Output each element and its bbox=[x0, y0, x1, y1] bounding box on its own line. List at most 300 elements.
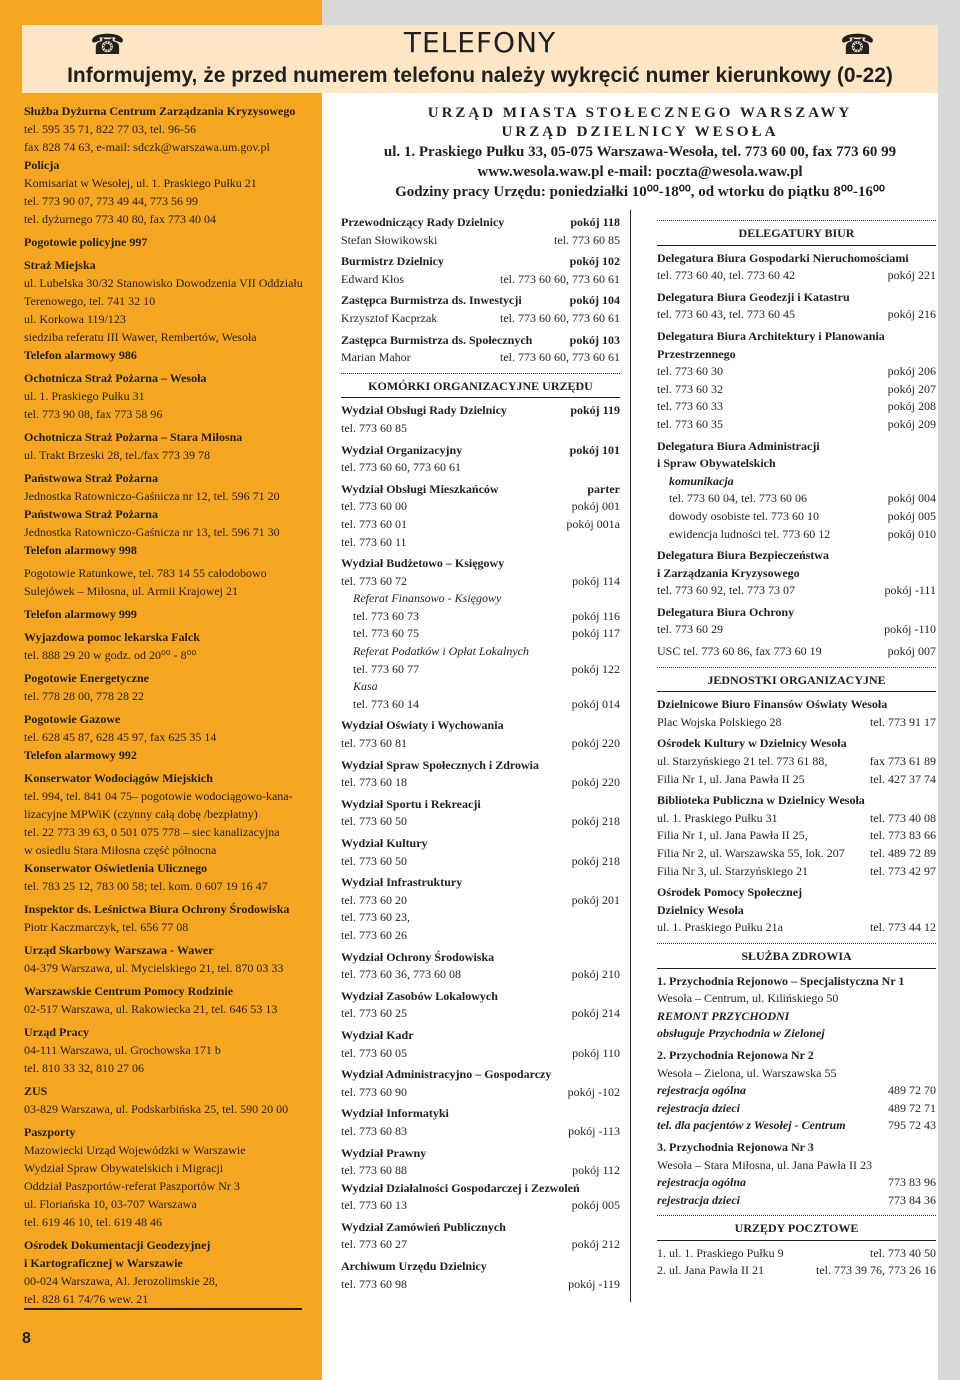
contact-detail: tel. 828 61 74/76 wew. 21 bbox=[24, 1292, 149, 1306]
entry-row bbox=[341, 949, 620, 967]
contact-heading: Telefon alarmowy 992 bbox=[24, 748, 137, 762]
contact-detail: tel. 773 90 08, fax 773 58 96 bbox=[24, 407, 163, 421]
entry-label: Biblioteka Publiczna w Dzielnicy Wesoła bbox=[657, 793, 865, 808]
entry-row bbox=[657, 604, 936, 622]
contact-heading: Urząd Pracy bbox=[24, 1025, 89, 1039]
entry-label: Wesoła – Centrum, ul. Kilińskiego 50 bbox=[657, 991, 839, 1006]
entry-row bbox=[341, 813, 620, 831]
entry-row bbox=[657, 398, 936, 416]
contact-detail: siedziba referatu III Wawer, Rembertów, Wesoła bbox=[24, 330, 257, 344]
entry-value: pokój 104 bbox=[569, 293, 620, 308]
entry-row bbox=[341, 853, 620, 871]
entry-label: ul. 1. Praskiego Pułku 31 bbox=[657, 810, 778, 825]
entry-value: tel. 773 40 50 bbox=[870, 1245, 936, 1260]
entry-label: tel. 773 60 90 bbox=[341, 1084, 407, 1099]
entry-label: Ośrodek Kultury w Dzielnicy Wesoła bbox=[657, 736, 847, 751]
entry-label: tel. 773 60 04, tel. 773 60 06 bbox=[669, 491, 807, 506]
contact-heading: Wyjazdowa pomoc lekarska Falck bbox=[24, 630, 200, 644]
entry-label: Stefan Słowikowski bbox=[341, 232, 438, 247]
entry-value: pokój 110 bbox=[572, 1045, 620, 1060]
entry-value: 773 84 36 bbox=[888, 1192, 936, 1207]
contact-heading: Telefon alarmowy 986 bbox=[24, 348, 137, 362]
entry-value: pokój 207 bbox=[887, 381, 936, 396]
entry-row bbox=[341, 1105, 620, 1123]
entry-value: tel. 773 40 08 bbox=[870, 810, 936, 825]
entry-label: tel. 773 60 81 bbox=[341, 736, 407, 751]
entry-value: pokój 214 bbox=[571, 1006, 620, 1021]
entry-row bbox=[657, 643, 936, 661]
contact-detail: ul. Korkowa 119/123 bbox=[24, 312, 126, 326]
entry-label: tel. 773 60 92, tel. 773 73 07 bbox=[657, 583, 795, 598]
entry-row bbox=[341, 310, 620, 328]
entry-value: pokój 122 bbox=[571, 661, 620, 676]
entry-row bbox=[657, 990, 936, 1008]
entry-value: pokój 005 bbox=[887, 508, 936, 523]
entry-row bbox=[341, 1045, 620, 1063]
entry-label: Wydział Działalności Gospodarczej i Zezwoleń bbox=[341, 1180, 580, 1195]
entry-label: Marian Mahor bbox=[341, 350, 411, 365]
entry-row bbox=[341, 349, 620, 367]
entry-label: Ośrodek Pomocy Społecznej bbox=[657, 885, 803, 900]
entry-label: Wesoła – Zielona, ul. Warszawska 55 bbox=[657, 1065, 837, 1080]
entry-value: pokój 112 bbox=[572, 1163, 620, 1178]
section-heading: URZĘDY POCZTOWE bbox=[657, 1215, 936, 1241]
entry-row bbox=[341, 516, 620, 534]
contact-heading: Warszawskie Centrum Pomocy Rodzinie bbox=[24, 984, 233, 998]
entry-row bbox=[657, 1192, 936, 1210]
contact-detail: tel. 888 29 20 w godz. od 20⁰⁰ - 8⁰⁰ bbox=[24, 648, 197, 662]
entry-label: tel. 773 60 23, bbox=[341, 910, 410, 925]
contact-heading: Pogotowie Gazowe bbox=[24, 712, 121, 726]
entry-label: rejestracja ogólna bbox=[657, 1083, 746, 1098]
entry-label: Delegatura Biura Bezpieczeństwa bbox=[657, 548, 829, 563]
entry-label: tel. 773 60 32 bbox=[657, 381, 723, 396]
entry-label: Zastępca Burmistrza ds. Inwestycji bbox=[341, 293, 522, 308]
entry-label: i Zarządzania Kryzysowego bbox=[657, 565, 800, 580]
entry-value: pokój 119 bbox=[570, 403, 620, 418]
entry-label: tel. 773 60 18 bbox=[341, 775, 407, 790]
entry-row bbox=[657, 438, 936, 456]
contact-detail: ul. 1. Praskiego Pułku 31 bbox=[24, 389, 145, 403]
entry-label: tel. 773 60 27 bbox=[341, 1237, 407, 1252]
contact-detail: Terenowego, tel. 741 32 10 bbox=[24, 294, 156, 308]
contact-heading: i Kartograficznej w Warszawie bbox=[24, 1256, 183, 1270]
entry-row bbox=[341, 717, 620, 735]
entry-row bbox=[341, 459, 620, 477]
contact-detail: Pogotowie Ratunkowe, tel. 783 14 55 całodobowo bbox=[24, 566, 267, 580]
contact-heading: Telefon alarmowy 998 bbox=[24, 543, 137, 557]
contact-detail: tel. dyżurnego 773 40 80, fax 773 40 04 bbox=[24, 212, 216, 226]
office-web-email: www.wesola.waw.pl e-mail: poczta@wesola.waw.pl bbox=[477, 164, 803, 180]
contact-heading: Państwowa Straż Pożarna bbox=[24, 471, 158, 485]
entry-label: rejestracja dzieci bbox=[657, 1100, 740, 1115]
entry-label: tel. 773 60 36, 773 60 08 bbox=[341, 967, 461, 982]
contact-detail: tel. 619 46 10, tel. 619 48 46 bbox=[24, 1215, 162, 1229]
entry-value: pokój 001a bbox=[566, 516, 620, 531]
entry-label: Wydział Zasobów Lokalowych bbox=[341, 988, 498, 1003]
entry-label: Edward Kłos bbox=[341, 271, 404, 286]
entry-row bbox=[657, 455, 936, 473]
contact-detail: Wydział Spraw Obywatelskich i Migracji bbox=[24, 1161, 224, 1175]
entry-row bbox=[657, 1245, 936, 1263]
contact-detail: 04-379 Warszawa, ul. Mycielskiego 21, tel. 870 03 33 bbox=[24, 961, 284, 975]
contact-detail: tel. 778 28 00, 778 28 22 bbox=[24, 689, 144, 703]
entry-value: tel. 489 72 89 bbox=[870, 846, 936, 860]
entry-label: Przestrzennego bbox=[657, 346, 736, 361]
entry-label: Filia Nr 2, ul. Warszawska 55, lok. 207 bbox=[657, 846, 845, 860]
entry-label: Delegatura Biura Administracji bbox=[657, 438, 820, 453]
contact-heading: Policja bbox=[24, 158, 60, 172]
entry-value: pokój 010 bbox=[887, 526, 936, 541]
entry-row bbox=[341, 796, 620, 814]
entry-label: Wydział Informatyki bbox=[341, 1106, 449, 1121]
entry-label: rejestracja ogólna bbox=[657, 1175, 746, 1190]
entry-row bbox=[341, 498, 620, 516]
page-title: TELEFONY bbox=[403, 26, 557, 59]
delegations-units-list bbox=[657, 214, 936, 1280]
office-name-district: URZĄD DZIELNICY WESOŁA bbox=[501, 124, 779, 140]
entry-row bbox=[341, 1197, 620, 1215]
entry-row bbox=[657, 328, 936, 346]
entry-row bbox=[657, 1065, 936, 1083]
entry-label: tel. 773 60 26 bbox=[341, 927, 407, 942]
contact-heading: ZUS bbox=[24, 1084, 48, 1098]
entry-label: Referat Finansowo - Księgowy bbox=[353, 591, 502, 606]
entry-value: pokój 014 bbox=[571, 696, 620, 711]
entry-row bbox=[657, 735, 936, 753]
entry-value: tel. 773 60 60, 773 60 61 bbox=[500, 310, 620, 325]
entry-label: Delegatura Biura Geodezji i Katastru bbox=[657, 289, 850, 304]
left-divider bbox=[24, 1308, 302, 1310]
phone-icon: ☎ bbox=[90, 28, 125, 61]
entry-label: tel. 773 60 30 bbox=[657, 364, 723, 379]
entry-row bbox=[657, 827, 936, 845]
entry-row bbox=[341, 1276, 620, 1294]
entry-value: pokój 117 bbox=[572, 626, 620, 641]
contact-detail: 00-024 Warszawa, Al. Jerozolimskie 28, bbox=[24, 1274, 218, 1288]
entry-row bbox=[341, 1219, 620, 1237]
entry-label: Wydział Infrastruktury bbox=[341, 875, 463, 890]
entry-row bbox=[657, 1025, 936, 1043]
entry-row bbox=[341, 927, 620, 945]
contact-detail: tel. 595 35 71, 822 77 03, tel. 96-56 bbox=[24, 122, 196, 136]
entry-value: pokój 206 bbox=[887, 364, 936, 379]
entry-row bbox=[341, 1162, 620, 1180]
entry-label: tel. 773 60 14 bbox=[353, 696, 419, 711]
entry-label: 1. Przychodnia Rejonowo – Specjalistyczna Nr 1 bbox=[657, 973, 905, 988]
entry-label: tel. dla pacjentów z Wesołej - Centrum bbox=[657, 1118, 846, 1133]
entry-value: pokój -119 bbox=[568, 1276, 620, 1291]
entry-value: pokój 005 bbox=[571, 1198, 620, 1213]
entry-label: Dzielnicy Wesoła bbox=[657, 902, 744, 917]
entry-label: tel. 773 60 85 bbox=[341, 420, 407, 435]
entry-value: tel. 773 60 85 bbox=[554, 232, 620, 247]
entry-label: Krzysztof Kacprzak bbox=[341, 310, 438, 325]
contact-heading: Służba Dyżurna Centrum Zarządzania Kryzysowego bbox=[24, 104, 296, 118]
entry-row bbox=[657, 289, 936, 307]
section-heading: KOMÓRKI ORGANIZACYJNE URZĘDU bbox=[341, 373, 620, 399]
entry-row bbox=[341, 332, 620, 350]
entry-label: tel. 773 60 83 bbox=[341, 1123, 407, 1138]
entry-row bbox=[341, 892, 620, 910]
entry-row bbox=[341, 909, 620, 927]
entry-label: rejestracja dzieci bbox=[657, 1192, 740, 1207]
contact-detail: tel. 22 773 39 63, 0 501 075 778 – siec kanalizacyjna bbox=[24, 825, 280, 839]
entry-row bbox=[341, 874, 620, 892]
entry-label: tel. 773 60 25 bbox=[341, 1006, 407, 1021]
entry-label: tel. 773 60 98 bbox=[341, 1276, 407, 1291]
entry-label: tel. 773 60 43, tel. 773 60 45 bbox=[657, 307, 795, 322]
contact-heading: Pogotowie policyjne 997 bbox=[24, 235, 148, 249]
entry-value: pokój 101 bbox=[569, 442, 620, 457]
entry-value: pokój 007 bbox=[887, 644, 936, 659]
entry-row bbox=[657, 714, 936, 732]
contact-heading: Telefon alarmowy 999 bbox=[24, 607, 137, 621]
entry-label: tel. 773 60 11 bbox=[341, 534, 407, 549]
contact-detail: fax 828 74 63, e-mail: sdczk@warszawa.um.gov.pl bbox=[24, 140, 270, 154]
entry-value: pokój 201 bbox=[571, 892, 620, 907]
entry-row bbox=[341, 1123, 620, 1141]
contact-detail: 02-517 Warszawa, ul. Rakowiecka 21, tel. 646 53 13 bbox=[24, 1002, 278, 1016]
entry-label: 1. ul. 1. Praskiego Pułku 9 bbox=[657, 1245, 784, 1260]
entry-value: pokój -111 bbox=[884, 583, 936, 598]
entry-label: Archiwum Urzędu Dzielnicy bbox=[341, 1259, 487, 1274]
contact-detail: tel. 994, tel. 841 04 75– pogotowie wodociągowo-kana- bbox=[24, 789, 293, 803]
page-subtitle: Informujemy, że przed numerem telefonu należy wykręcić numer kierunkowy (0-22) bbox=[67, 64, 893, 87]
entry-value: pokój 210 bbox=[571, 967, 620, 982]
contact-detail: Sulejówek – Miłosna, ul. Armii Krajowej 21 bbox=[24, 584, 238, 598]
entry-label: i Spraw Obywatelskich bbox=[657, 456, 776, 471]
entry-row bbox=[657, 884, 936, 902]
contact-detail: Oddział Paszportów-referat Paszportów Nr 3 bbox=[24, 1179, 240, 1193]
phone-icon: ☎ bbox=[840, 28, 875, 61]
entry-label: tel. 773 60 77 bbox=[353, 661, 419, 676]
entry-value: tel. 773 44 12 bbox=[870, 920, 936, 935]
contact-detail: Komisariat w Wesołej, ul. 1. Praskiego Pułku 21 bbox=[24, 176, 257, 190]
entry-row bbox=[341, 534, 620, 552]
entry-row bbox=[341, 678, 620, 696]
contact-heading: Inspektor ds. Leśnictwa Biura Ochrony Środowiska bbox=[24, 902, 290, 916]
entry-label: tel. 773 60 72 bbox=[341, 573, 407, 588]
entry-row bbox=[341, 608, 620, 626]
entry-row bbox=[657, 1262, 936, 1280]
entry-value: pokój 221 bbox=[887, 268, 936, 283]
contact-heading: Państwowa Straż Pożarna bbox=[24, 507, 158, 521]
entry-row bbox=[341, 253, 620, 271]
contact-heading: Straż Miejska bbox=[24, 258, 96, 272]
section-heading: DELEGATURY BIUR bbox=[657, 220, 936, 246]
entry-label: ul. Starzyńskiego 21 tel. 773 61 88, bbox=[657, 754, 828, 769]
entry-label: Wydział Administracyjno – Gospodarczy bbox=[341, 1067, 552, 1082]
entry-row bbox=[657, 490, 936, 508]
contact-heading: Konserwator Wodociągów Miejskich bbox=[24, 771, 213, 785]
entry-row bbox=[341, 481, 620, 499]
contact-detail: tel. 773 90 07, 773 49 44, 773 56 99 bbox=[24, 194, 198, 208]
column-divider bbox=[630, 210, 631, 1302]
entry-value: pokój -110 bbox=[884, 622, 936, 637]
entry-label: tel. 773 60 88 bbox=[341, 1163, 407, 1178]
entry-label: Wydział Spraw Społecznych i Zdrowia bbox=[341, 757, 540, 772]
entry-row bbox=[341, 643, 620, 661]
entry-label: REMONT PRZYCHODNI bbox=[657, 1008, 790, 1023]
section-heading: SŁUŻBA ZDROWIA bbox=[657, 943, 936, 969]
entry-label: Zastępca Burmistrza ds. Społecznych bbox=[341, 332, 533, 347]
entry-row bbox=[657, 346, 936, 364]
contact-detail: Jednostka Ratowniczo-Gaśnicza nr 12, tel. 596 71 20 bbox=[24, 489, 280, 503]
entry-row bbox=[657, 381, 936, 399]
entry-row bbox=[657, 565, 936, 583]
entry-label: 2. Przychodnia Rejonowa Nr 2 bbox=[657, 1047, 814, 1062]
entry-label: Wydział Sportu i Rekreacji bbox=[341, 796, 481, 811]
entry-value: pokój 102 bbox=[569, 254, 620, 269]
entry-label: tel. 773 60 60, 773 60 61 bbox=[341, 460, 461, 475]
entry-row bbox=[341, 966, 620, 984]
right-grey-band bbox=[938, 0, 960, 1380]
entry-value: pokój 116 bbox=[572, 608, 620, 623]
entry-label: Wydział Obsługi Rady Dzielnicy bbox=[341, 403, 507, 418]
contact-heading: Ochotnicza Straż Pożarna – Wesoła bbox=[24, 371, 207, 385]
contact-detail: 04-111 Warszawa, ul. Grochowska 171 b bbox=[24, 1043, 221, 1057]
entry-row bbox=[657, 306, 936, 324]
entry-row bbox=[341, 590, 620, 608]
entry-row bbox=[341, 1084, 620, 1102]
entry-row bbox=[657, 582, 936, 600]
entry-value: pokój 209 bbox=[887, 416, 936, 431]
contact-heading: Ośrodek Dokumentacji Geodezyjnej bbox=[24, 1238, 211, 1252]
entry-value: pokój 114 bbox=[572, 573, 620, 588]
entry-label: Filia Nr 1, ul. Jana Pawła II 25 bbox=[657, 771, 805, 786]
entry-row bbox=[657, 267, 936, 285]
entry-row bbox=[341, 661, 620, 679]
entry-value: pokój 208 bbox=[887, 399, 936, 414]
entry-label: Plac Wojska Polskiego 28 bbox=[657, 714, 782, 729]
entry-value: pokój -113 bbox=[568, 1123, 620, 1138]
entry-value: tel. 773 60 60, 773 60 61 bbox=[500, 350, 620, 365]
entry-row bbox=[341, 292, 620, 310]
entry-label: Wydział Budżetowo – Księgowy bbox=[341, 556, 505, 571]
entry-row bbox=[657, 771, 936, 789]
entry-row bbox=[657, 810, 936, 828]
entry-row bbox=[341, 774, 620, 792]
entry-label: tel. 773 60 00 bbox=[341, 499, 407, 514]
entry-row bbox=[341, 442, 620, 460]
entry-value: 795 72 43 bbox=[888, 1118, 936, 1133]
contact-detail: tel. 783 25 12, 783 00 58; tel. kom. 0 607 19 16 47 bbox=[24, 879, 268, 893]
entry-label: tel. 773 60 73 bbox=[353, 608, 419, 623]
entry-value: tel. 773 91 17 bbox=[870, 714, 936, 729]
entry-label: Wydział Prawny bbox=[341, 1145, 427, 1160]
entry-row bbox=[657, 1008, 936, 1026]
contact-detail: w osiedlu Stara Miłosna część północna bbox=[24, 843, 217, 857]
entry-label: tel. 773 60 33 bbox=[657, 399, 723, 414]
entry-row bbox=[341, 696, 620, 714]
entry-row bbox=[657, 1047, 936, 1065]
entry-row bbox=[341, 1236, 620, 1254]
entry-row bbox=[657, 473, 936, 491]
entry-row bbox=[657, 1139, 936, 1157]
entry-value: parter bbox=[587, 481, 620, 496]
entry-row bbox=[341, 988, 620, 1006]
entry-label: Delegatura Biura Gospodarki Nieruchomościami bbox=[657, 250, 909, 265]
entry-label: Kasa bbox=[353, 679, 378, 694]
entry-label: tel. 773 60 01 bbox=[341, 516, 407, 531]
entry-row bbox=[657, 416, 936, 434]
entry-label: Filia Nr 3, ul. Starzyńskiego 21 bbox=[657, 863, 808, 878]
office-address: ul. 1. Praskiego Pułku 33, 05-075 Warszawa-Wesoła, tel. 773 60 00, fax 773 60 99 bbox=[383, 144, 897, 160]
contact-detail: Mazowiecki Urząd Wojewódzki w Warszawie bbox=[24, 1143, 246, 1157]
entry-value: 489 72 71 bbox=[888, 1100, 936, 1115]
contact-heading: Ochotnicza Straż Pożarna – Stara Miłosna bbox=[24, 430, 243, 444]
entry-value: pokój 103 bbox=[569, 332, 620, 347]
entry-row bbox=[657, 547, 936, 565]
entry-label: Burmistrz Dzielnicy bbox=[341, 254, 444, 269]
entry-row bbox=[341, 1258, 620, 1276]
entry-row bbox=[657, 508, 936, 526]
entry-label: tel. 773 60 50 bbox=[341, 853, 407, 868]
entry-row bbox=[657, 1117, 936, 1135]
entry-label: komunikacja bbox=[669, 473, 734, 488]
entry-label: ul. 1. Praskiego Pułku 21a bbox=[657, 920, 783, 935]
entry-value: fax 773 61 89 bbox=[869, 754, 936, 769]
entry-label: tel. 773 60 20 bbox=[341, 892, 407, 907]
entry-row bbox=[341, 555, 620, 573]
contact-detail: tel. 628 45 87, 628 45 97, fax 625 35 14 bbox=[24, 730, 217, 744]
contact-detail: lizacyjne MPWiK (czynny całą dobę /bezpłatny) bbox=[24, 807, 258, 821]
entry-label: Dzielnicowe Biuro Finansów Oświaty Wesoła bbox=[657, 697, 888, 712]
top-grey-band bbox=[322, 0, 960, 25]
entry-row bbox=[657, 845, 936, 863]
contact-detail: Jednostka Ratowniczo-Gaśnicza nr 13, tel. 596 71 30 bbox=[24, 525, 280, 539]
entry-value: 489 72 70 bbox=[888, 1083, 936, 1098]
contact-detail: tel. 810 33 32, 810 27 06 bbox=[24, 1061, 144, 1075]
entry-value: pokój 218 bbox=[571, 814, 620, 829]
contact-heading: Paszporty bbox=[24, 1125, 76, 1139]
entry-value: pokój 216 bbox=[887, 307, 936, 322]
entry-row bbox=[657, 696, 936, 714]
entry-label: ewidencja ludności tel. 773 60 12 bbox=[669, 526, 831, 541]
entry-row bbox=[657, 1157, 936, 1175]
entry-row bbox=[657, 1174, 936, 1192]
entry-value: pokój 212 bbox=[571, 1237, 620, 1252]
office-header bbox=[340, 104, 940, 202]
entry-label: 2. ul. Jana Pawła II 21 bbox=[657, 1263, 764, 1278]
entry-label: Wydział Zamówień Publicznych bbox=[341, 1219, 506, 1234]
entry-value: pokój 218 bbox=[571, 853, 620, 868]
entry-row bbox=[341, 625, 620, 643]
section-heading: JEDNOSTKI ORGANIZACYJNE bbox=[657, 667, 936, 693]
contact-detail: ul. Lubelska 30/32 Stanowisko Dowodzenia VII Oddziału bbox=[24, 276, 303, 290]
entry-label: tel. 773 60 05 bbox=[341, 1045, 407, 1060]
entry-row bbox=[657, 526, 936, 544]
entry-label: dowody osobiste tel. 773 60 10 bbox=[669, 508, 819, 523]
entry-value: pokój 220 bbox=[571, 736, 620, 751]
entry-row bbox=[341, 420, 620, 438]
entry-value: tel. 773 60 60, 773 60 61 bbox=[500, 271, 620, 286]
entry-row bbox=[657, 250, 936, 268]
entry-row bbox=[657, 363, 936, 381]
entry-label: Wydział Oświaty i Wychowania bbox=[341, 718, 504, 733]
entry-label: tel. 773 60 35 bbox=[657, 416, 723, 431]
entry-value: pokój 118 bbox=[570, 215, 620, 229]
contact-heading: Pogotowie Energetyczne bbox=[24, 671, 149, 685]
entry-value: tel. 427 37 74 bbox=[870, 771, 936, 786]
entry-row bbox=[657, 919, 936, 937]
entry-row bbox=[657, 621, 936, 639]
entry-row bbox=[657, 1100, 936, 1118]
entry-row bbox=[657, 973, 936, 991]
entry-label: USC tel. 773 60 86, fax 773 60 19 bbox=[657, 644, 822, 659]
contact-detail: Piotr Kaczmarczyk, tel. 656 77 08 bbox=[24, 920, 189, 934]
